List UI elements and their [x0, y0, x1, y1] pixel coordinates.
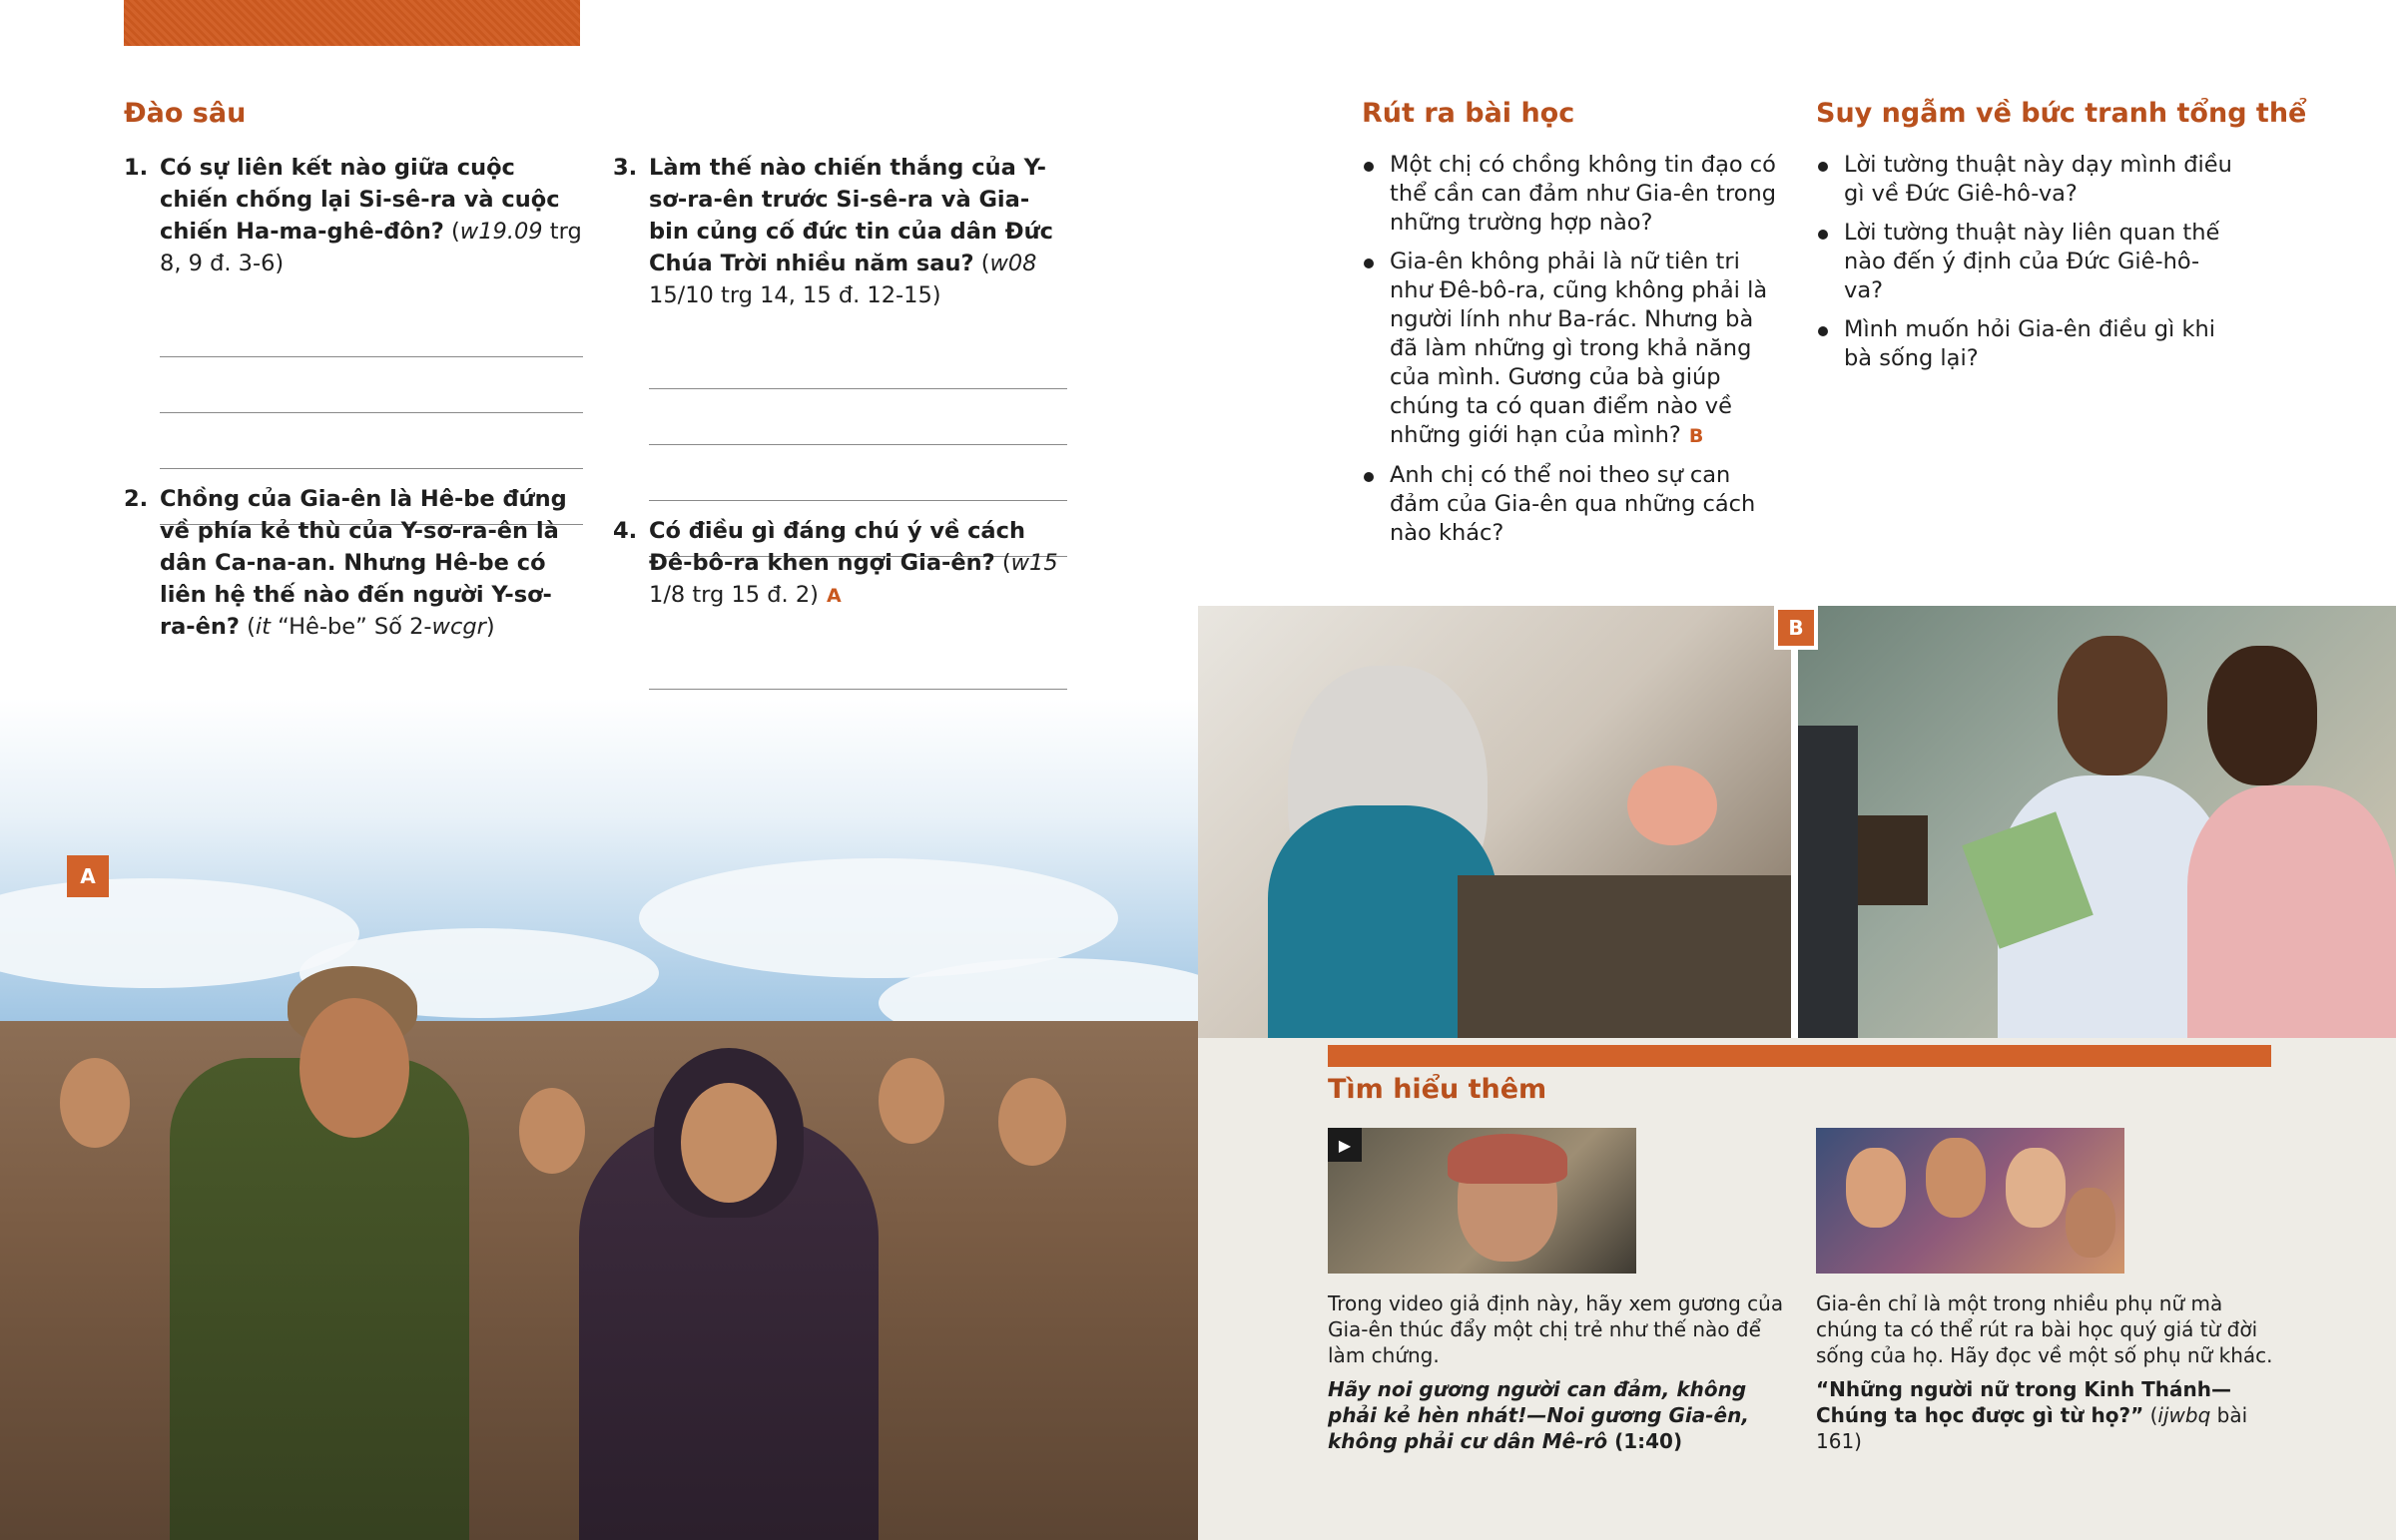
video-caption — [1328, 1290, 1797, 1454]
question-text: Có điều gì đáng chú ý về cách Đê-bô-ra khen ngợi Gia-ên? — [649, 518, 1025, 576]
play-icon[interactable]: ▶ — [1328, 1128, 1362, 1162]
article-description: Gia-ên chỉ là một trong nhiều phụ nữ mà chúng ta có thể rút ra bài học quý giá từ đời sống của họ. Hãy đọc về một số phụ nữ khác. — [1816, 1291, 2273, 1367]
list-item: Lời tường thuật này dạy mình điều gì về Đức Giê-hô-va? — [1816, 151, 2235, 209]
big-picture-heading: Suy ngẫm về bức tranh tổng thể — [1816, 98, 2307, 129]
big-picture-list — [1816, 151, 2235, 383]
question-reference: (it “Hê-be” Số 2-wcgr) — [247, 614, 495, 640]
dig-deeper-heading: Đào sâu — [124, 98, 247, 129]
question-reference: (w19.09 trg 8, 9 đ. 3-6) — [160, 219, 582, 276]
list-item: Mình muốn hỏi Gia-ên điều gì khi bà sống lại? — [1816, 315, 2235, 373]
list-item: Gia-ên không phải là nữ tiên tri như Đê-bô-ra, cũng không phải là người lính như Ba-rác. Nhưng bà đã làm những gì trong khả năng của mình. Gương của bà giúp chúng ta có quan điểm nào về những giới hạn của mình? B — [1362, 248, 1781, 451]
figure-marker-b: B — [1688, 425, 1704, 447]
learn-more-panel — [1198, 1038, 2396, 1540]
question-1 — [124, 152, 583, 525]
learn-more-heading: Tìm hiểu thêm — [1328, 1074, 1547, 1105]
list-item: Một chị có chồng không tin đạo có thể cần can đảm như Gia-ên trong những trường hợp nào? — [1362, 151, 1781, 238]
lessons-heading: Rút ra bài học — [1362, 98, 1575, 129]
article-caption — [1816, 1290, 2275, 1454]
illustration-celebration — [0, 699, 1198, 1540]
article-thumbnail[interactable] — [1816, 1128, 2124, 1274]
lessons-list — [1362, 151, 1781, 558]
question-text: Có sự liên kết nào giữa cuộc chiến chống lại Si-sê-ra và cuộc chiến Ha-ma-ghê-đôn? — [160, 155, 560, 245]
question-text: Làm thế nào chiến thắng của Y-sơ-ra-ên trước Si-sê-ra và Gia-bin củng cố đức tin của dân Đức Chúa Trời nhiều năm sau? — [649, 155, 1053, 276]
list-item: Lời tường thuật này liên quan thế nào đến ý định của Đức Giê-hô-va? — [1816, 219, 2235, 305]
question-number: 1. — [124, 155, 149, 181]
video-description: Trong video giả định này, hãy xem gương của Gia-ên thúc đẩy một chị trẻ như thế nào để làm chứng. — [1328, 1291, 1784, 1367]
video-title-link[interactable]: Hãy noi gương người can đảm, không phải kẻ hèn nhát!—Noi gương Gia-ên, không phải cư dân Mê-rô (1:40) — [1328, 1377, 1749, 1453]
question-text: Chồng của Gia-ên là Hê-be đứng về phía kẻ thù của Y-sơ-ra-ên là dân Ca-na-an. Nhưng Hê-be có liên hệ thế nào đến người Y-sơ-ra-ên? — [160, 486, 567, 640]
article-title-link[interactable]: “Những người nữ trong Kinh Thánh—Chúng ta học được gì từ họ?” (ijwbq bài 161) — [1816, 1377, 2248, 1453]
question-reference: (w15 1/8 trg 15 đ. 2) — [649, 550, 1058, 608]
figure-marker-b-box: B — [1774, 606, 1818, 650]
video-thumbnail[interactable] — [1328, 1128, 1636, 1274]
question-number: 4. — [613, 518, 638, 544]
top-texture-band — [124, 0, 580, 46]
learn-more-bar — [1328, 1045, 2271, 1067]
photo-couple-reading — [1798, 606, 2396, 1038]
figure-marker-a: A — [826, 585, 842, 607]
figure-marker-a-box: A — [67, 855, 109, 897]
question-3 — [613, 152, 1067, 557]
question-number: 2. — [124, 486, 149, 512]
question-number: 3. — [613, 155, 638, 181]
photo-woman-writing-letter — [1198, 606, 1791, 1038]
question-reference: (w08 15/10 trg 14, 15 đ. 12-15) — [649, 251, 1037, 308]
list-item: Anh chị có thể noi theo sự can đảm của Gia-ên qua những cách nào khác? — [1362, 461, 1781, 548]
